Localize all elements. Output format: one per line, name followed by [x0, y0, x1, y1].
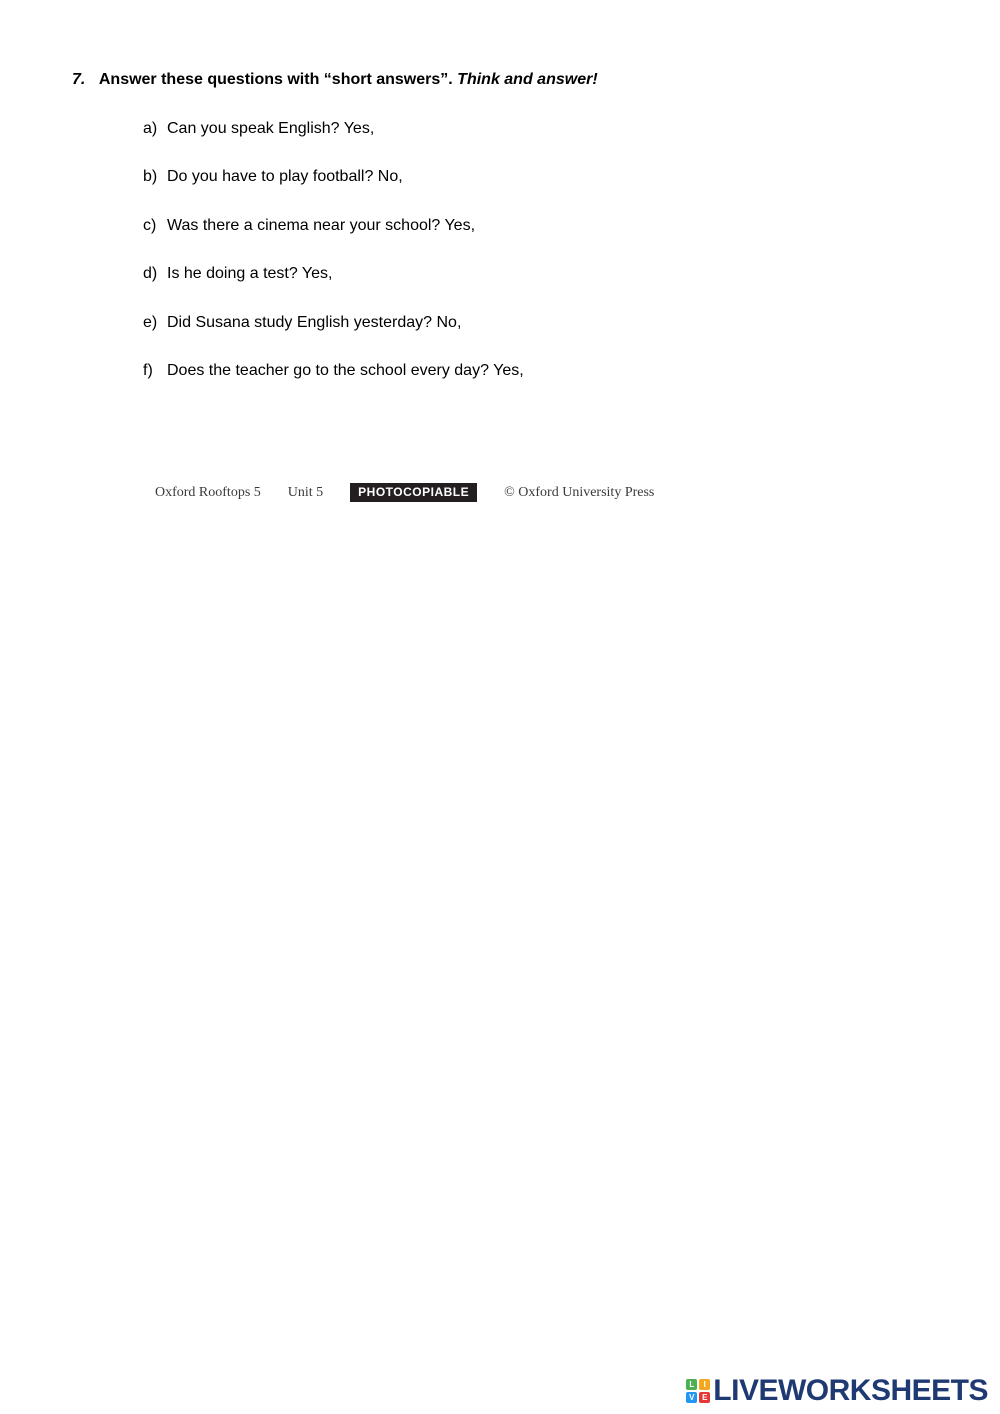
photocopiable-badge: PHOTOCOPIABLE: [350, 483, 477, 502]
question-letter: a): [143, 120, 158, 137]
liveworksheets-logo: [686, 1376, 988, 1406]
logo-tile-e: E: [699, 1392, 710, 1403]
exercise-emphasis: Think and answer!: [457, 71, 598, 88]
question-c: [143, 216, 524, 264]
page-footer: [155, 483, 654, 502]
question-e: [143, 313, 524, 361]
footer-unit: Unit 5: [287, 484, 324, 500]
question-d: [143, 264, 524, 312]
footer-copyright: © Oxford University Press: [504, 484, 655, 500]
question-text: Did Susana study English yesterday? No,: [167, 313, 462, 331]
footer-series: Oxford Rooftops 5: [155, 484, 261, 500]
question-letter: c): [143, 216, 157, 234]
question-f: [143, 361, 524, 409]
question-letter: f): [143, 361, 153, 379]
question-letter: b): [143, 168, 158, 186]
logo-tile-v: V: [686, 1392, 697, 1403]
exercise-heading: [72, 71, 598, 89]
exercise-instruction: Answer these questions with “short answers”.: [98, 71, 453, 88]
question-text: Is he doing a test? Yes,: [167, 265, 333, 283]
question-a: [143, 119, 524, 167]
question-letter: d): [143, 265, 158, 283]
question-letter: e): [143, 313, 158, 331]
question-text: Does the teacher go to the school every day? Yes,: [167, 361, 524, 379]
exercise-number: 7.: [72, 71, 86, 88]
logo-tile-i: I: [699, 1379, 710, 1390]
question-list: [143, 119, 524, 409]
liveworksheets-logo-icon: [686, 1379, 710, 1403]
liveworksheets-logo-text: LIVEWORKSHEETS: [713, 1374, 988, 1407]
question-text: Was there a cinema near your school? Yes,: [167, 216, 476, 234]
question-text: Do you have to play football? No,: [167, 168, 403, 186]
question-b: [143, 167, 524, 215]
logo-tile-l: L: [686, 1379, 697, 1390]
question-text: Can you speak English? Yes,: [167, 120, 375, 137]
